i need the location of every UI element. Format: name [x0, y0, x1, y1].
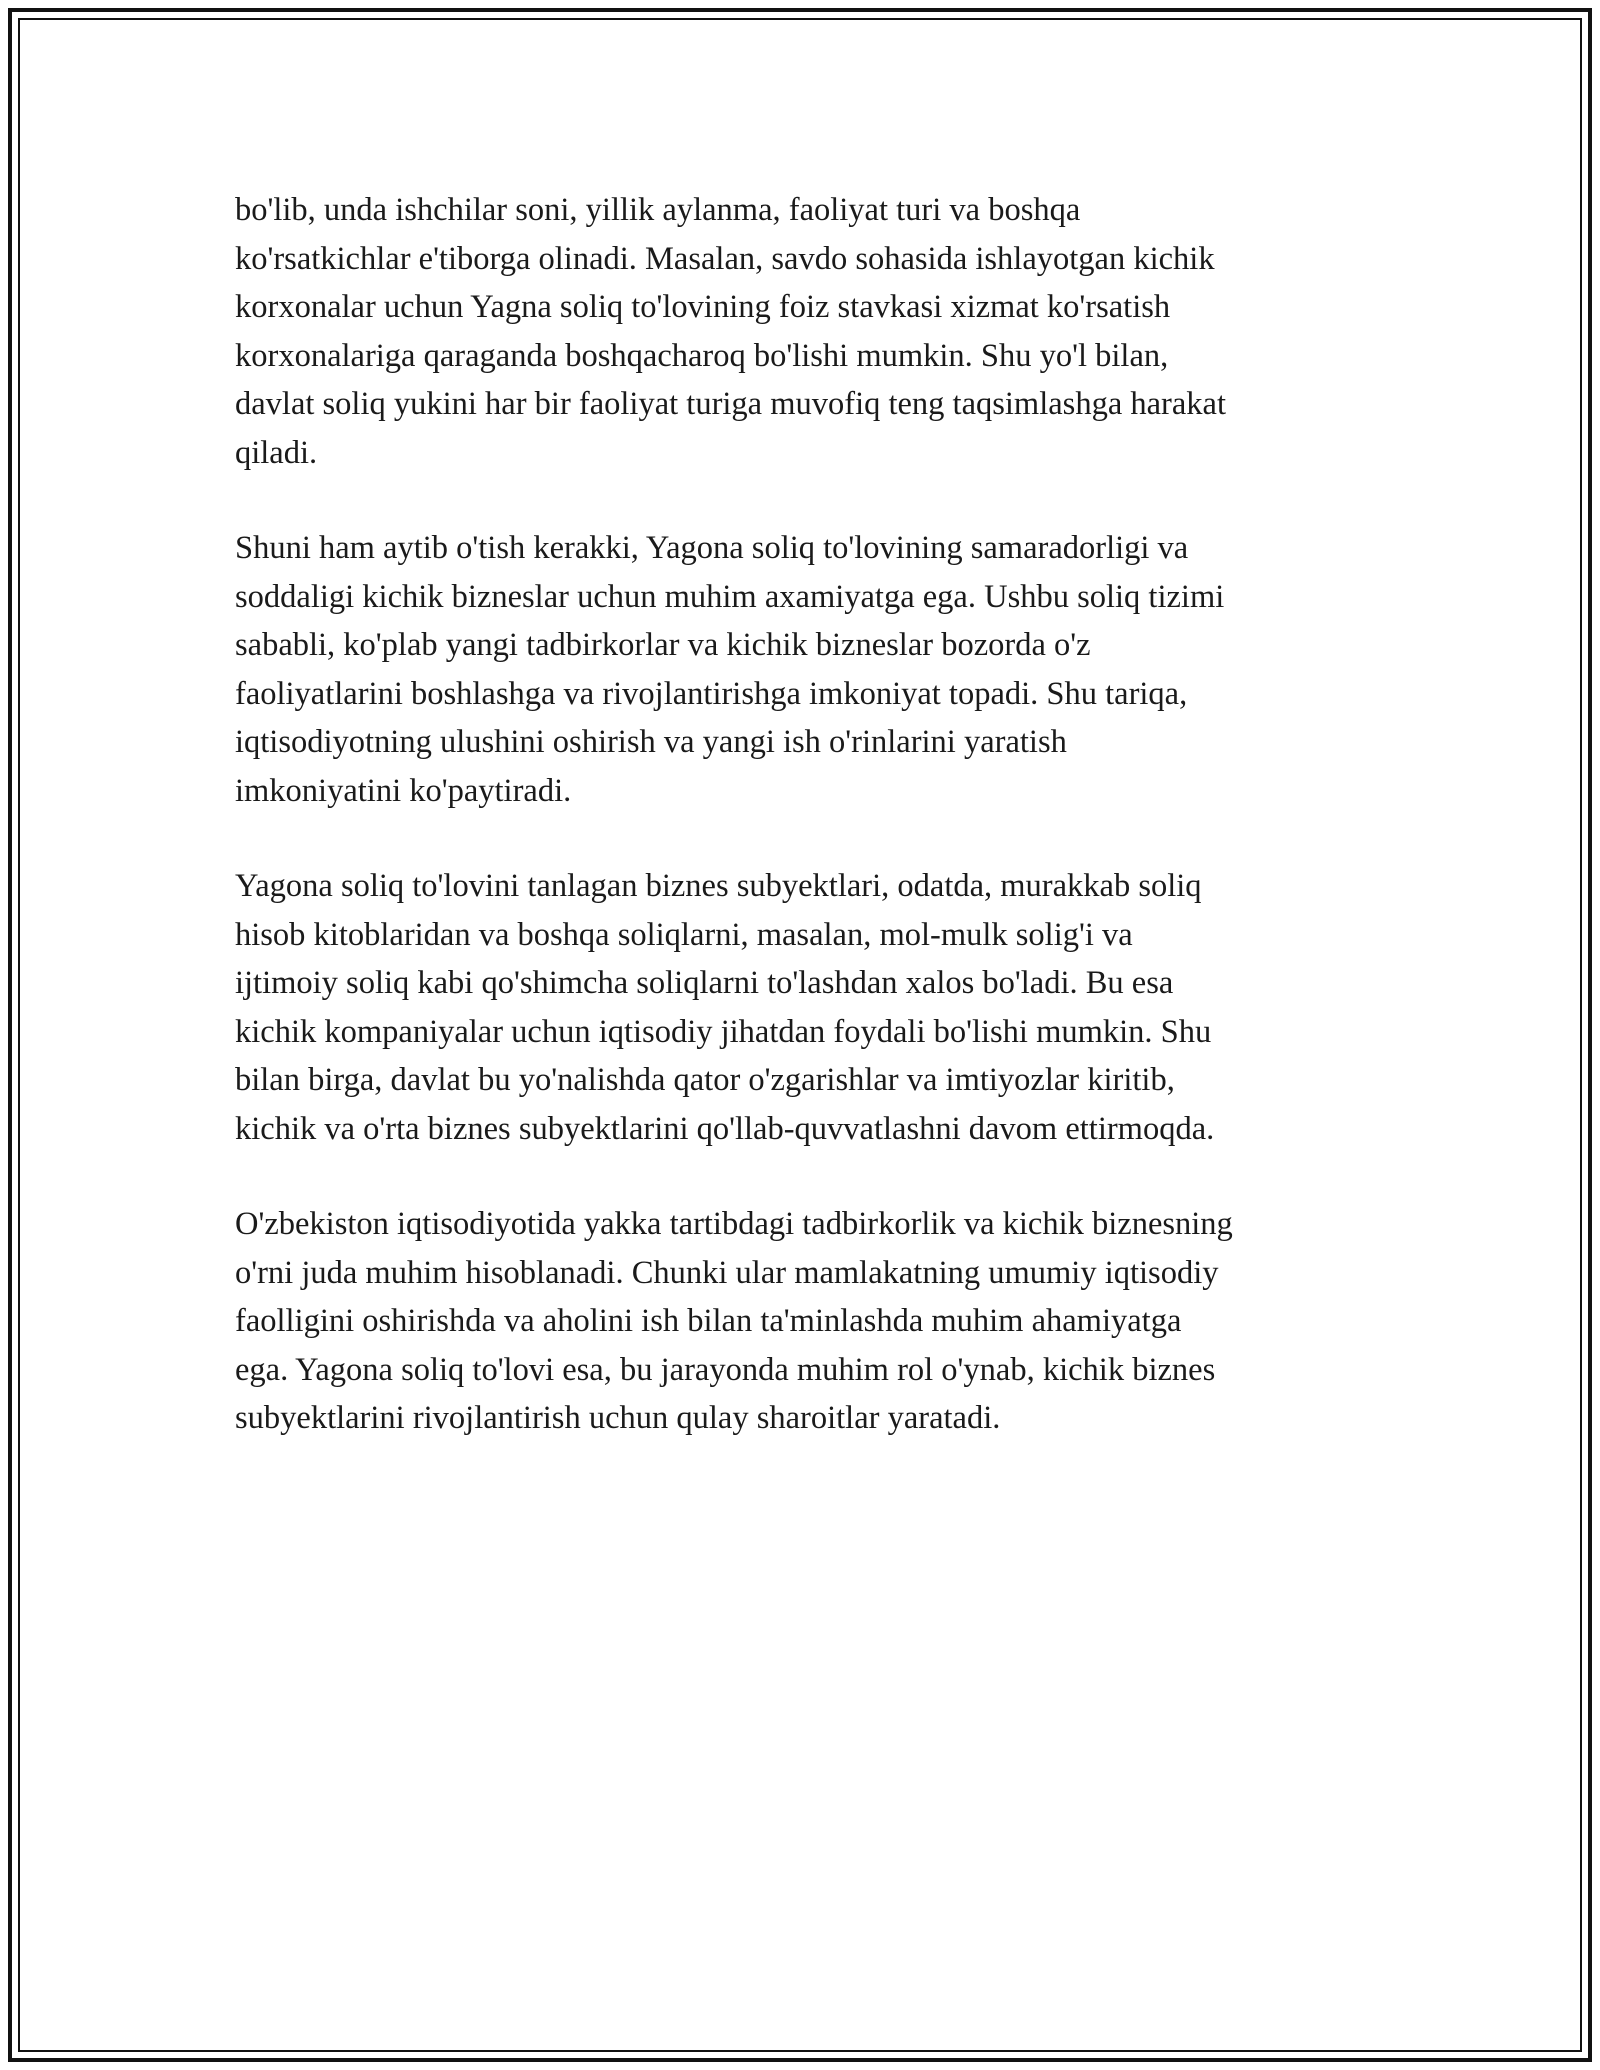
- paragraph-3: Yagona soliq to'lovini tanlagan biznes subyektlari, odatda, murakkab soliq hisob kitoblaridan va boshqa soliqlarni, masalan, mol-mulk solig'i va ijtimoiy soliq kabi qo'shimcha soliqlarni to'lashdan xalos bo'ladi. Bu esa kichik kompaniyalar uchun iqtisodiy jihatdan foydali bo'lishi mumkin. Shu bilan birga, davlat bu yo'nalishda qator o'zgarishlar va imtiyozlar kiritib, kichik va o'rta biznes subyektlarini qo'llab-quvvatlashni davom ettirmoqda.: [235, 868, 1215, 1147]
- paragraph-2: Shuni ham aytib o'tish kerakki, Yagona soliq to'lovining samaradorligi va soddaligi kichik bizneslar uchun muhim axamiyatga ega. Ushbu soliq tizimi sababli, ko'plab yangi tadbirkorlar va kichik bizneslar bozorda o'z faoliyatlarini boshlashga va rivojlantirishga imkoniyat topadi. Shu tariqa, iqtisodiyotning ulushini oshirish va yangi ish o'rinlarini yaratish imkoniyatini ko'paytiradi.: [235, 530, 1225, 809]
- document-body: [235, 186, 1375, 1490]
- paragraph-1: bo'lib, unda ishchilar soni, yillik aylanma, faoliyat turi va boshqa ko'rsatkichlar e'tiborga olinadi. Masalan, savdo sohasida ishlayotgan kichik korxonalar uchun Yagna soliq to'lovining foiz stavkasi xizmat ko'rsatish korxonalariga qaraganda boshqacharoq bo'lishi mumkin. Shu yo'l bilan, davlat soliq yukini har bir faoliyat turiga muvofiq teng taqsimlashga harakat qiladi.: [235, 192, 1226, 471]
- paragraph-4: O'zbekiston iqtisodiyotida yakka tartibdagi tadbirkorlik va kichik biznesning o'rni juda muhim hisoblanadi. Chunki ular mamlakatning umumiy iqtisodiy faolligini oshirishda va aholini ish bilan ta'minlashda muhim ahamiyatga ega. Yagona soliq to'lovi esa, bu jarayonda muhim rol o'ynab, kichik biznes subyektlarini rivojlantirish uchun qulay sharoitlar yaratadi.: [235, 1206, 1233, 1436]
